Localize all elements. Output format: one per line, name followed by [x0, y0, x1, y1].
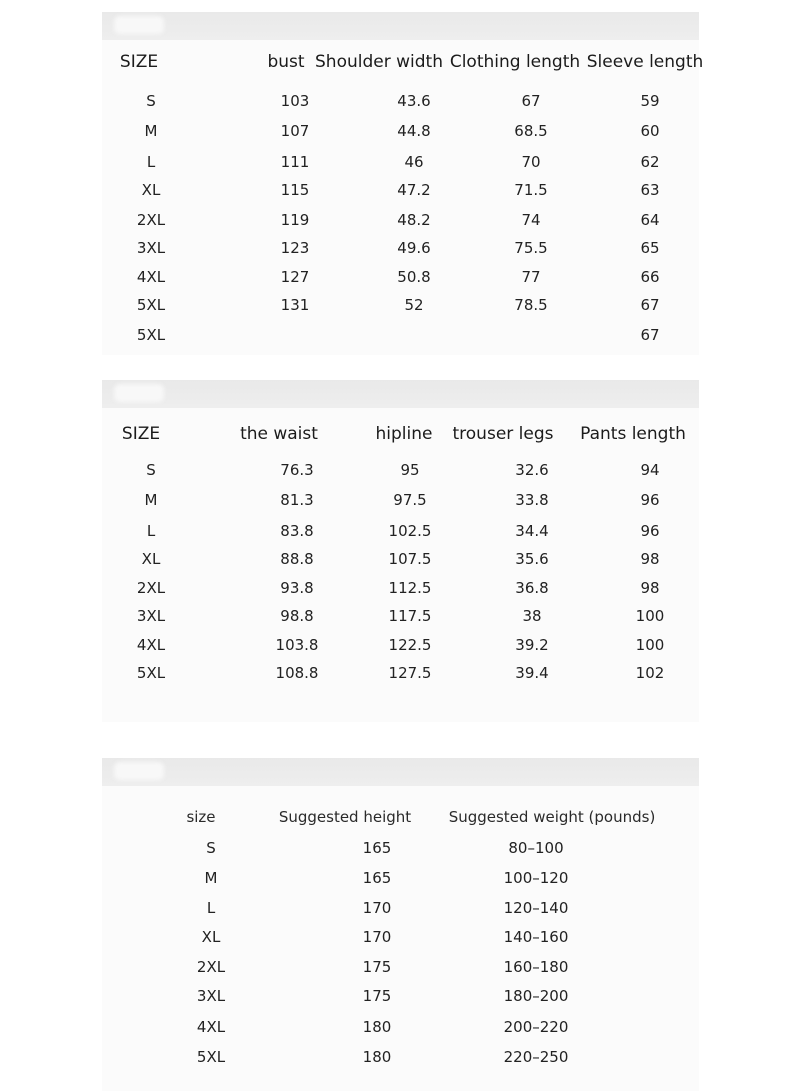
bottom-table-cell: 93.8 [280, 579, 314, 597]
weight-table-cell: 160–180 [503, 958, 569, 976]
bottom-table-cell: 34.4 [515, 522, 549, 540]
bottom-table-cell: 76.3 [280, 461, 314, 479]
bottom-table-cell: M [144, 491, 158, 509]
top-table-header-3: Clothing length [449, 52, 581, 72]
weight-table-cell: 100–120 [503, 869, 569, 887]
weight-table-cell: 200–220 [503, 1018, 569, 1036]
top-table-cell: 75.5 [514, 239, 548, 257]
bottom-table-cell: 117.5 [388, 607, 432, 625]
top-table-cell: 67 [640, 326, 660, 344]
top-table-cell: 71.5 [514, 181, 548, 199]
weight-table-cell: 165 [362, 869, 392, 887]
top-table-header-0: SIZE [119, 52, 159, 72]
top-table-cell: 4XL [136, 268, 166, 286]
top-table-cell: 65 [640, 239, 660, 257]
weight-table-cell: M [204, 869, 218, 887]
bottom-table-header-0: SIZE [121, 424, 161, 444]
weight-table-cell: 180–200 [503, 987, 569, 1005]
bottom-table-cell: 94 [640, 461, 660, 479]
top-table-cell: 115 [280, 181, 310, 199]
top-table-cell: 107 [280, 122, 310, 140]
bottom-table-cell: 98.8 [280, 607, 314, 625]
top-table-cell: 48.2 [397, 211, 431, 229]
bottom-table-cell: 95 [400, 461, 420, 479]
bottom-table-cell: 2XL [136, 579, 166, 597]
bottom-table-cell: 39.4 [515, 664, 549, 682]
bottom-table-cell: 39.2 [515, 636, 549, 654]
top-table-cell: 47.2 [397, 181, 431, 199]
top-table-cell: 52 [404, 296, 424, 314]
top-table-cell: S [146, 92, 156, 110]
weight-table-cell: 180 [362, 1018, 392, 1036]
top-table-cell: 103 [280, 92, 310, 110]
weight-table-cell: 4XL [196, 1018, 226, 1036]
bottom-table-cell: 102.5 [388, 522, 432, 540]
weight-table-cell: S [206, 839, 216, 857]
weight-table-cell: 170 [362, 928, 392, 946]
top-table-cell: 43.6 [397, 92, 431, 110]
top-table-cell: 67 [640, 296, 660, 314]
top-table-cell: 62 [640, 153, 660, 171]
weight-table-cell: XL [201, 928, 221, 946]
weight-table-cell: 180 [362, 1048, 392, 1066]
bottom-table-cell: 4XL [136, 636, 166, 654]
bottom-table-cell: 96 [640, 522, 660, 540]
weight-table-cell: 120–140 [503, 899, 569, 917]
bottom-table-header-1: the waist [240, 424, 318, 444]
bottom-table-cell: 33.8 [515, 491, 549, 509]
top-table-cell: 60 [640, 122, 660, 140]
top-table-cell: 50.8 [397, 268, 431, 286]
bottom-table-cell: XL [141, 550, 161, 568]
bottom-table-cell: 100 [635, 636, 665, 654]
bottom-table-cell: 83.8 [280, 522, 314, 540]
bottom-table-cell: 127.5 [388, 664, 432, 682]
weight-table-cell: 5XL [196, 1048, 226, 1066]
top-table-cell: 59 [640, 92, 660, 110]
bottom-table-cell: 5XL [136, 664, 166, 682]
bottom-table-cell: 88.8 [280, 550, 314, 568]
weight-table-header-2: Suggested weight (pounds) [448, 808, 656, 826]
bottom-table-header-4: Pants length [580, 424, 686, 444]
bottom-table-cell: 81.3 [280, 491, 314, 509]
top-table-cell: 78.5 [514, 296, 548, 314]
bottom-table-cell: 96 [640, 491, 660, 509]
weight-table-header-0: size [186, 808, 216, 826]
bottom-table-cell: 107.5 [388, 550, 432, 568]
top-table-cell: 2XL [136, 211, 166, 229]
top-table-cell: 3XL [136, 239, 166, 257]
top-table-header-2: Shoulder width [315, 52, 443, 72]
top-table-cell: 5XL [136, 296, 166, 314]
top-table-cell: 74 [521, 211, 541, 229]
bottom-table-header-3: trouser legs [452, 424, 554, 444]
top-table-header-1: bust [267, 52, 305, 72]
weight-table-cell: 175 [362, 987, 392, 1005]
top-table-cell: 70 [521, 153, 541, 171]
bottom-table-cell: 32.6 [515, 461, 549, 479]
bottom-table-cell: 100 [635, 607, 665, 625]
weight-table-cell: 170 [362, 899, 392, 917]
bottom-table-cell: 98 [640, 579, 660, 597]
top-table-cell: 119 [280, 211, 310, 229]
bottom-table-cell: 108.8 [275, 664, 319, 682]
weight-table-cell: 2XL [196, 958, 226, 976]
bottom-table-cell: L [146, 522, 156, 540]
weight-table-cell: 80–100 [508, 839, 564, 857]
bottom-table-cell: 97.5 [393, 491, 427, 509]
weight-table-cell: 220–250 [503, 1048, 569, 1066]
top-table-cell: 5XL [136, 326, 166, 344]
top-table-cell: 67 [521, 92, 541, 110]
bottom-table-cell: 122.5 [388, 636, 432, 654]
top-table-cell: 77 [521, 268, 541, 286]
top-table-cell: 49.6 [397, 239, 431, 257]
top-table-cell: M [144, 122, 158, 140]
weight-table-cell: 140–160 [503, 928, 569, 946]
top-table-header-4: Sleeve length [586, 52, 704, 72]
top-table-cell: 46 [404, 153, 424, 171]
weight-table-cell: L [206, 899, 216, 917]
bottom-table-header-2: hipline [375, 424, 433, 444]
bottom-table-cell: 35.6 [515, 550, 549, 568]
bottom-table-cell: 36.8 [515, 579, 549, 597]
bottom-table-cell: 103.8 [275, 636, 319, 654]
top-table-cell: L [146, 153, 156, 171]
top-table-cell: 63 [640, 181, 660, 199]
top-table-cell: 111 [280, 153, 310, 171]
top-table-cell: 123 [280, 239, 310, 257]
top-table-cell: 44.8 [397, 122, 431, 140]
bottom-table-cell: 38 [522, 607, 542, 625]
top-table-cell: 131 [280, 296, 310, 314]
weight-table-cell: 175 [362, 958, 392, 976]
top-table-cell: 66 [640, 268, 660, 286]
top-table-cell: 64 [640, 211, 660, 229]
top-table-cell: XL [141, 181, 161, 199]
bottom-table-cell: S [146, 461, 156, 479]
bottom-table-cell: 98 [640, 550, 660, 568]
bottom-table-cell: 3XL [136, 607, 166, 625]
bottom-table-cell: 102 [635, 664, 665, 682]
weight-table-cell: 165 [362, 839, 392, 857]
weight-table-cell: 3XL [196, 987, 226, 1005]
top-table-cell: 127 [280, 268, 310, 286]
weight-table-header-1: Suggested height [278, 808, 412, 826]
top-table-cell: 68.5 [514, 122, 548, 140]
bottom-table-cell: 112.5 [388, 579, 432, 597]
